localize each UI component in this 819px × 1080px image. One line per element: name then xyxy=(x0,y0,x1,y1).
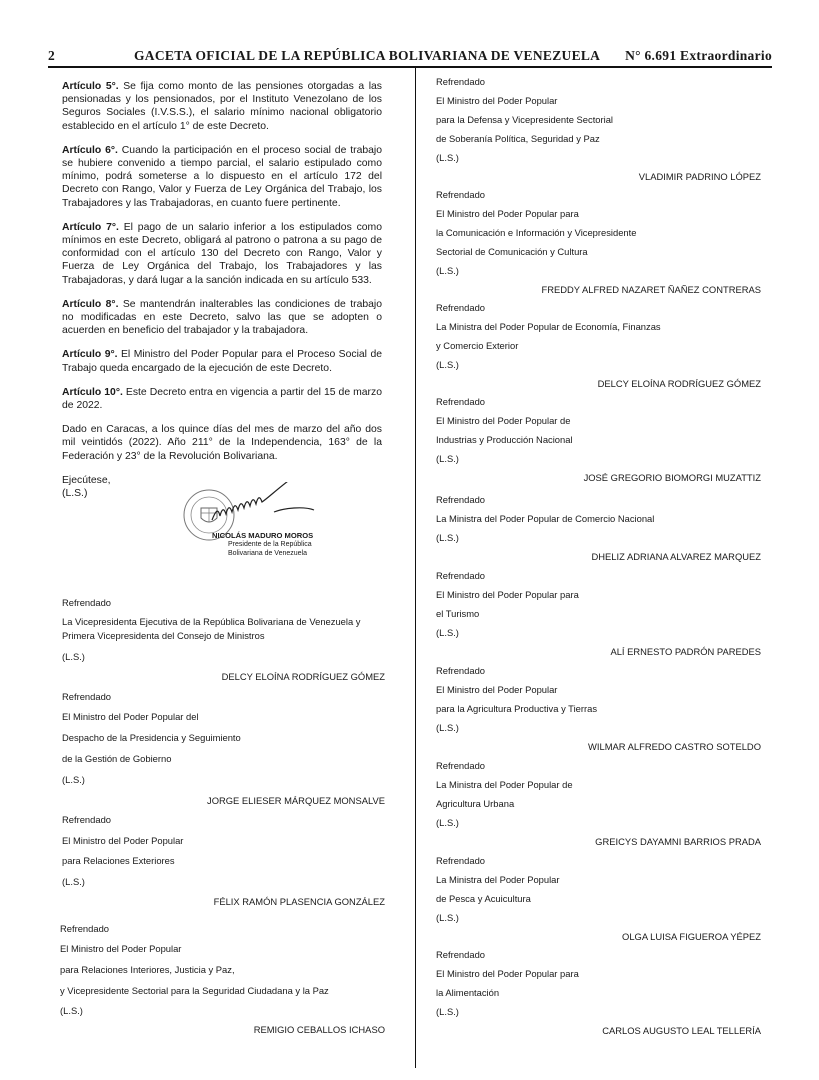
minister-title-line: el Turismo xyxy=(436,608,480,619)
ls-label: (L.S.) xyxy=(436,532,459,543)
minister-title-line: El Ministro del Poder Popular de xyxy=(436,415,571,426)
ls-label: (L.S.) xyxy=(436,152,459,163)
minister-title-line: de la Gestión de Gobierno xyxy=(62,753,172,764)
refrendado-label: Refrendado xyxy=(436,949,485,960)
refrendado-label: Refrendado xyxy=(62,814,111,825)
minister-name: DELCY ELOÍNA RODRÍGUEZ GÓMEZ xyxy=(221,671,385,682)
minister-title-line: Sectorial de Comunicación y Cultura xyxy=(436,246,588,257)
minister-name: VLADIMIR PADRINO LÓPEZ xyxy=(638,171,761,182)
ls-label: (L.S.) xyxy=(436,265,459,276)
president-title-1: Presidente de la República xyxy=(228,541,312,548)
minister-title-line: Industrias y Producción Nacional xyxy=(436,434,573,445)
refrendado-label: Refrendado xyxy=(62,691,111,702)
minister-title-line: para Relaciones Exteriores xyxy=(62,855,175,866)
minister-title-line: El Ministro del Poder Popular xyxy=(436,684,558,695)
article-10: Artículo 10°. Este Decreto entra en vigencia a partir del 15 de marzo de 2022. xyxy=(62,386,382,412)
refrendado-label: Refrendado xyxy=(436,494,485,505)
issue-number: N° 6.691 Extraordinario xyxy=(625,48,772,63)
refrendado-label: Refrendado xyxy=(436,665,485,676)
ls-label: (L.S.) xyxy=(436,359,459,370)
minister-name: ALÍ ERNESTO PADRÓN PAREDES xyxy=(610,646,761,657)
minister-name: REMIGIO CEBALLOS ICHASO xyxy=(253,1024,385,1035)
article-8: Artículo 8°. Se mantendrán inalterables las condiciones de trabajo no modificadas en este Decreto, salvo las que se adopten o acuerden en beneficio del trabajador y la trabajadora. xyxy=(62,298,382,337)
refrendado-label: Refrendado xyxy=(436,570,485,581)
minister-title-line: de Soberanía Política, Seguridad y Paz xyxy=(436,133,600,144)
refrendado-label: Refrendado xyxy=(436,189,485,200)
minister-title-line: la Comunicación e Información y Vicepresidente xyxy=(436,227,637,238)
ls-label: (L.S.) xyxy=(62,488,88,500)
header-rule xyxy=(48,66,772,68)
ls-label: (L.S.) xyxy=(436,912,459,923)
ejecutese-label: Ejecútese, xyxy=(62,474,111,486)
page-number: 2 xyxy=(48,48,56,63)
article-7: Artículo 7°. El pago de un salario inferior a los estipulados como mínimos en este Decreto, obligará al patrono o patrona a su pago de conformidad con el artículo 130 del Decreto con Rango, Valor y Fuerza de Ley Orgánica del Trabajo, los Trabajadores y las Trabajadoras, y dará lugar a la sanción indicada en su artículo 533. xyxy=(62,221,382,286)
minister-title-line: El Ministro del Poder Popular xyxy=(62,835,184,846)
minister-name: FREDDY ALFRED NAZARET ÑAÑEZ CONTRERAS xyxy=(541,284,761,295)
ls-label: (L.S.) xyxy=(436,453,459,464)
minister-title-line: Despacho de la Presidencia y Seguimiento xyxy=(62,732,241,743)
minister-name: CARLOS AUGUSTO LEAL TELLERÍA xyxy=(602,1025,761,1036)
minister-title-line: y Comercio Exterior xyxy=(436,340,519,351)
articles-column xyxy=(62,80,382,500)
ls-label: (L.S.) xyxy=(62,774,85,785)
minister-name: GREICYS DAYAMNI BARRIOS PRADA xyxy=(595,836,761,847)
ls-label: (L.S.) xyxy=(60,1005,83,1016)
president-title-2: Bolivariana de Venezuela xyxy=(228,550,308,557)
refrendado-label: Refrendado xyxy=(62,597,111,608)
ls-label: (L.S.) xyxy=(62,876,85,887)
minister-name: WILMAR ALFREDO CASTRO SOTELDO xyxy=(588,741,761,752)
minister-title-line: La Ministra del Poder Popular xyxy=(436,874,560,885)
minister-title-line: para la Defensa y Vicepresidente Sectorial xyxy=(436,114,614,125)
minister-name: OLGA LUISA FIGUEROA YÉPEZ xyxy=(622,931,761,942)
gazette-title: GACETA OFICIAL DE LA REPÚBLICA BOLIVARIANA DE VENEZUELA xyxy=(134,48,601,63)
refrendado-label: Refrendado xyxy=(60,923,109,934)
minister-name: DHELIZ ADRIANA ALVAREZ MARQUEZ xyxy=(591,551,761,562)
minister-title-line: El Ministro del Poder Popular del xyxy=(62,711,199,722)
ls-label: (L.S.) xyxy=(436,722,459,733)
minister-name: DELCY ELOÍNA RODRÍGUEZ GÓMEZ xyxy=(597,378,761,389)
minister-title-line: La Ministra del Poder Popular de Comercio Nacional xyxy=(436,513,655,524)
refrendado-label: Refrendado xyxy=(436,396,485,407)
minister-name: JOSÉ GREGORIO BIOMORGI MUZATTIZ xyxy=(583,472,761,483)
article-6: Artículo 6°. Cuando la participación en el proceso social de trabajo se hubiere convenido a tiempo parcial, el salario estipulado como mínimo, podrá someterse a lo dispuesto en el artículo 172 del Decreto con Rango, Valor y Fuerza de Ley Orgánica del Trabajo, los Trabajadores y las Trabajadoras, en cuanto fuere pertinente. xyxy=(62,144,382,209)
minister-title-line: El Ministro del Poder Popular xyxy=(436,95,558,106)
column-divider xyxy=(415,68,416,1068)
minister-title-line: El Ministro del Poder Popular para xyxy=(436,589,579,600)
minister-title-line: la Alimentación xyxy=(436,987,500,998)
article-9: Artículo 9°. El Ministro del Poder Popular para el Proceso Social de Trabajo queda encargado de la ejecución de este Decreto. xyxy=(62,349,383,374)
minister-title-line: Primera Vicepresidenta del Consejo de Ministros xyxy=(62,630,265,641)
minister-title-line: La Ministra del Poder Popular de xyxy=(436,779,573,790)
minister-title-line: de Pesca y Acuicultura xyxy=(436,893,531,904)
article-5: Artículo 5°. Se fija como monto de las pensiones otorgadas a las pensionadas y los pensionados, por el Instituto Venezolano de los Seguros Sociales (I.V.S.S.), el salario mínimo nacional obligatorio establecido en el artículo 1° de este Decreto. xyxy=(62,81,382,132)
refrendado-label: Refrendado xyxy=(436,855,485,866)
refrendado-label: Refrendado xyxy=(436,76,485,87)
ls-label: (L.S.) xyxy=(436,627,459,638)
minister-title-line: para la Agricultura Productiva y Tierras xyxy=(436,703,598,714)
dado-paragraph: Dado en Caracas, a los quince días del mes de marzo del año dos mil veintidós (2022). Año 211° de la Independencia, 163° de la Federación y 23° de la Revolución Bolivariana. xyxy=(62,424,382,462)
president-name: NICOLÁS MADURO MOROS xyxy=(212,531,314,540)
minister-title-line: para Relaciones Interiores, Justicia y Paz, xyxy=(60,964,235,975)
minister-title-line: La Vicepresidenta Ejecutiva de la República Bolivariana de Venezuela y xyxy=(62,616,361,627)
ls-label: (L.S.) xyxy=(436,817,459,828)
minister-title-line: El Ministro del Poder Popular xyxy=(60,943,182,954)
handwritten-signature-icon xyxy=(204,482,332,532)
refrendado-label: Refrendado xyxy=(436,302,485,313)
president-signature-block xyxy=(182,482,332,572)
minister-title-line: y Vicepresidente Sectorial para la Seguridad Ciudadana y la Paz xyxy=(60,985,329,996)
ls-label: (L.S.) xyxy=(62,651,85,662)
minister-name: FÉLIX RAMÓN PLASENCIA GONZÁLEZ xyxy=(213,896,385,907)
ls-label: (L.S.) xyxy=(436,1006,459,1017)
minister-name: JORGE ELIESER MÁRQUEZ MONSALVE xyxy=(207,795,385,806)
minister-title-line: El Ministro del Poder Popular para xyxy=(436,208,579,219)
minister-title-line: Agricultura Urbana xyxy=(436,798,515,809)
minister-title-line: El Ministro del Poder Popular para xyxy=(436,968,579,979)
refrendado-label: Refrendado xyxy=(436,760,485,771)
minister-title-line: La Ministra del Poder Popular de Economía, Finanzas xyxy=(436,321,661,332)
